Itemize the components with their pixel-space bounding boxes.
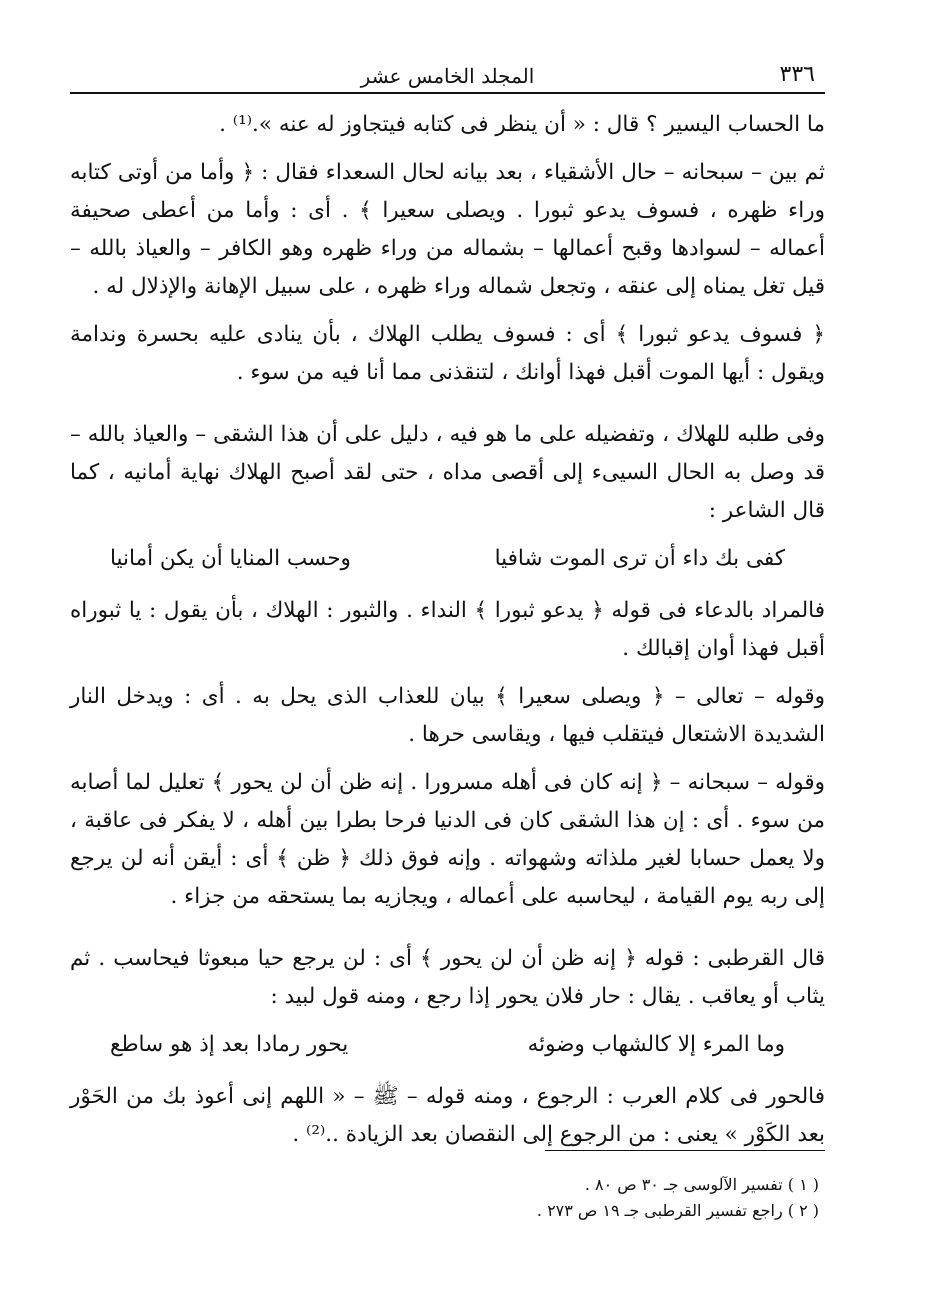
running-title: المجلد الخامس عشر [360, 64, 535, 88]
paragraph: فالمراد بالدعاء فى قوله ﴿ يدعو ثبورا ﴾ النداء . والثبور : الهلاك ، بأن يقول : يا ثبوراه أقبل فهذا أوان إقبالك . [70, 598, 825, 661]
paragraph: وقوله – سبحانه – ﴿ إنه كان فى أهله مسرورا . إنه ظن أن لن يحور ﴾ تعليل لما أصابه من سوء . أى : إن هذا الشقى كان فى الدنيا فرحا بطرا بين أهله ، لا يفكر فى عاقبة ، ولا يعمل حسابا لغير ملذاته وشهواته . وإنه فوق ذلك ﴿ ظن ﴾ أى : أيقن أنه لن يرجع إلى ربه يوم القيامة ، ليحاسبه على أعماله ، ويجازيه بما يستحقه من جزاء . [70, 770, 825, 909]
footnotes [537, 1172, 819, 1224]
verse-first-hemistich: كفى بك داء أن ترى الموت شافيا [494, 546, 785, 571]
footnote: ( ١ ) تفسير الآلوسى جـ ٣٠ ص ٨٠ . [584, 1175, 819, 1194]
poetry-verse [70, 540, 825, 578]
paragraph: ﴿ فسوف يدعو ثبورا ﴾ أى : فسوف يطلب الهلاك ، بأن ينادى عليه بحسرة وندامة ويقول : أيها الموت أقبل فهذا أوانك ، لتنقذنى مما أنا فيه من سوء . [70, 322, 825, 385]
paragraph: وفى طلبه للهلاك ، وتفضيله على ما هو فيه ، دليل على أن هذا الشقى – والعياذ بالله – قد وصل به الحال السيىء إلى أقصى مداه ، حتى لقد أصبح الهلاك نهاية أمانيه ، كما قال الشاعر : [70, 422, 825, 523]
poetry-verse [70, 1026, 825, 1064]
page-header [70, 52, 825, 94]
verse-first-hemistich: وما المرء إلا كالشهاب وضوئه [527, 1032, 785, 1057]
footnote-separator [545, 1150, 825, 1151]
paragraph: ما الحساب اليسير ؟ قال : « أن ينظر فى كتابه فيتجاوز له عنه ».⁽¹⁾ . [219, 112, 825, 137]
footnote: ( ٢ ) راجع تفسير القرطبى جـ ١٩ ص ٢٧٣ . [536, 1201, 819, 1220]
page-number: ٣٣٦ [779, 62, 815, 87]
paragraph: وقوله – تعالى – ﴿ ويصلى سعيرا ﴾ بيان للعذاب الذى يحل به . أى : ويدخل النار الشديدة الاشتعال فيتقلب فيها ، ويقاسى حرها . [70, 684, 825, 747]
verse-second-hemistich: يحور رمادا بعد إذ هو ساطع [110, 1032, 349, 1057]
paragraph: قال القرطبى : قوله ﴿ إنه ظن أن لن يحور ﴾ أى : لن يرجع حيا مبعوثا فيحاسب . ثم يثاب أو يعاقب . يقال : حار فلان يحور إذا رجع ، ومنه قول لبيد : [70, 946, 825, 1009]
verse-second-hemistich: وحسب المنايا أن يكن أمانيا [110, 546, 351, 571]
paragraph: ثم بين – سبحانه – حال الأشقياء ، بعد بيانه لحال السعداء فقال : ﴿ وأما من أوتى كتابه وراء ظهره ، فسوف يدعو ثبورا . ويصلى سعيرا ﴾ . أى : وأما من أعطى صحيفة أعماله – لسوادها وقبح أعمالها – بشماله من وراء ظهره وهو الكافر – والعياذ بالله – قيل تغل يمناه إلى عنقه ، وتجعل شماله وراء ظهره ، على سبيل الإهانة والإذلال له . [70, 160, 825, 299]
body-text [70, 106, 825, 1154]
book-page [70, 52, 825, 1164]
paragraph: فالحور فى كلام العرب : الرجوع ، ومنه قوله – ﷺ – « اللهم إنى أعوذ بك من الحَوْر بعد الكَوْر » يعنى : من الرجوع إلى النقصان بعد الزيادة ..⁽²⁾ . [70, 1084, 825, 1147]
